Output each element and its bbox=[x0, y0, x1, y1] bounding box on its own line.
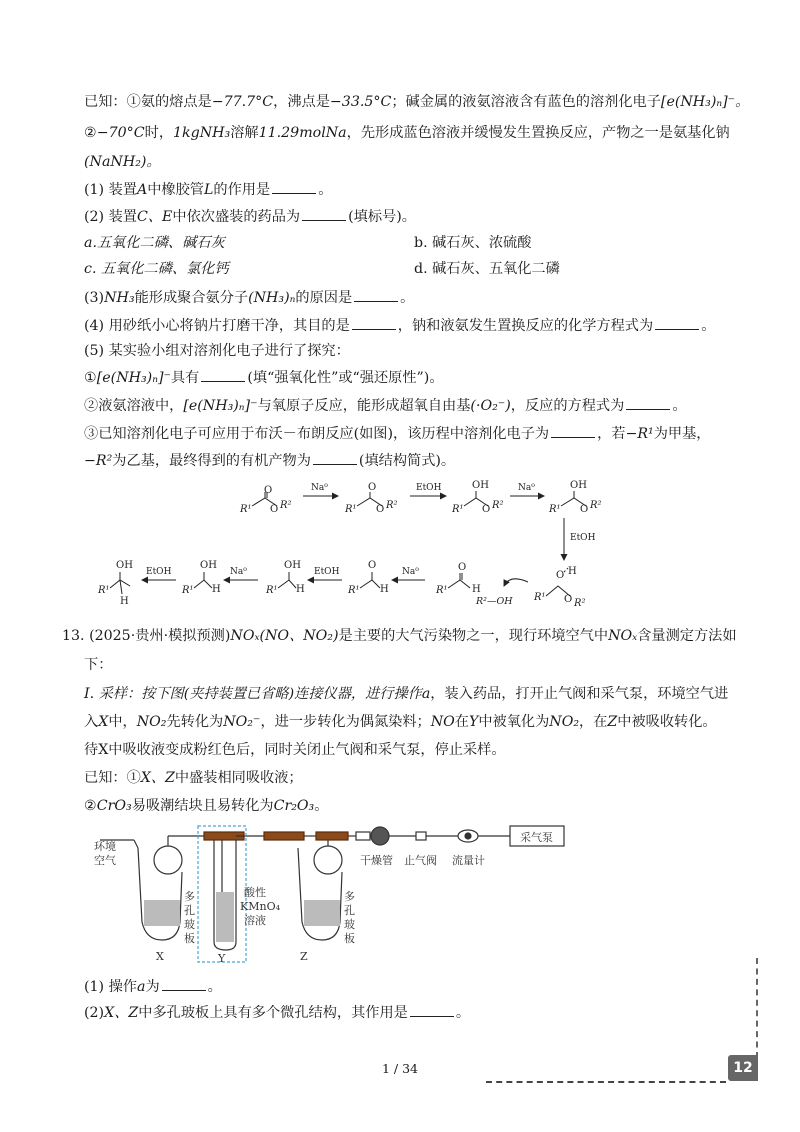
q13-heading-cont: 下： bbox=[84, 657, 113, 673]
mechanism-figure bbox=[80, 478, 620, 613]
label-valve: 止气阀 bbox=[404, 854, 437, 867]
q13-known1: 已知：①X、Z中盛装相同吸收液； bbox=[84, 770, 303, 786]
apparatus-figure bbox=[86, 822, 576, 970]
answer-blank bbox=[551, 424, 595, 438]
q12-sub5: (5) 某实验小组对溶剂化电子进行了探究： bbox=[84, 343, 350, 359]
svg-text:O: O bbox=[556, 570, 565, 581]
svg-text:R¹: R¹ bbox=[452, 504, 464, 515]
alkoxide bbox=[181, 560, 221, 596]
answer-blank bbox=[626, 396, 670, 410]
label-dry-tube: 干燥管 bbox=[360, 854, 393, 867]
q13-step1-cont2: 待X中吸收液变成粉红色后，同时关闭止气阀和采气泵，停止采样。 bbox=[84, 742, 506, 758]
answer-blank bbox=[162, 977, 206, 991]
options-cd: c. 五氧化二磷、氯化钙 d. 碱石灰、五氧化二磷 bbox=[84, 261, 560, 277]
reagent-label-2: KMnO₄ bbox=[240, 900, 280, 913]
q12-sub5-1: ①[e(NH₃)ₙ]⁻具有 (填“强氧化性”或“强还原性”)。 bbox=[84, 370, 444, 386]
porous-plate-x-3: 玻 bbox=[184, 918, 195, 931]
q13-known2: ②CrO₃易吸潮结块且易转化为Cr₂O₃。 bbox=[84, 798, 329, 814]
known-1: 已知：①氨的熔点是−77.7°C，沸点是−33.5°C；碱金属的液氨溶液含有蓝色的溶剂化电子[e(NH₃)ₙ]⁻。 bbox=[84, 94, 750, 110]
porous-plate-z-4: 板 bbox=[344, 932, 355, 945]
svg-text:R²: R² bbox=[492, 500, 504, 511]
porous-plate-z-1: 多 bbox=[344, 890, 355, 903]
answer-blank bbox=[410, 1003, 454, 1017]
answer-blank bbox=[655, 316, 699, 330]
svg-text:R²: R² bbox=[386, 500, 398, 511]
svg-text:O: O bbox=[264, 485, 273, 496]
ketyl-radical-anion bbox=[347, 560, 389, 596]
answer-blank bbox=[352, 316, 396, 330]
porous-plate-x-2: 孔 bbox=[184, 904, 195, 917]
svg-text:R¹: R¹ bbox=[348, 585, 360, 596]
ester-structure bbox=[239, 485, 292, 515]
known-2: ②−70°C时，1kgNH₃溶解11.29molNa，先形成蓝色溶液并缓慢发生置换反应，产物之一是氨基化钠 bbox=[84, 125, 730, 141]
arrow-label-na0: Na⁰ bbox=[518, 483, 535, 493]
svg-text:OH: OH bbox=[570, 480, 587, 491]
inlet-label-2: 空气 bbox=[94, 854, 116, 867]
radical-2 bbox=[451, 480, 504, 515]
svg-text:R¹: R¹ bbox=[98, 585, 110, 596]
alcohol-byproduct: R²—OH bbox=[476, 596, 513, 607]
q13-sub1: (1) 操作a为 。 bbox=[84, 979, 222, 995]
curved-arrow bbox=[504, 579, 528, 586]
svg-text:O: O bbox=[376, 504, 385, 515]
q13-step1-cont: 入X中，NO₂先转化为NO₂⁻，进一步转化为偶氮染料；NO在Y中被氧化为NO₂，在Z中被吸收转化。 bbox=[84, 714, 717, 730]
arrow-label-na0: Na⁰ bbox=[402, 567, 419, 577]
known-2-cont: (NaNH₂)。 bbox=[84, 154, 161, 170]
aldehyde bbox=[435, 562, 481, 596]
svg-text:O: O bbox=[564, 594, 573, 605]
q12-sub5-3: ③已知溶剂化电子可应用于布沃－布朗反应(如图)，该历程中溶剂化电子为 ，若−R¹为甲基， bbox=[84, 426, 711, 442]
label-pump: 采气泵 bbox=[520, 831, 553, 844]
label-y: Y bbox=[218, 952, 226, 965]
arrow-label-na0: Na⁰ bbox=[311, 483, 328, 493]
answer-blank bbox=[313, 451, 357, 465]
answer-blank bbox=[201, 368, 245, 382]
svg-text:R¹: R¹ bbox=[345, 504, 357, 515]
svg-text:R²: R² bbox=[590, 500, 602, 511]
label-z: Z bbox=[300, 950, 308, 963]
svg-text:H: H bbox=[568, 566, 577, 577]
reagent-label-3: 溶液 bbox=[244, 914, 266, 927]
svg-text:R¹: R¹ bbox=[266, 585, 278, 596]
q12-sub3: (3)NH₃能形成聚合氨分子(NH₃)ₙ的原因是 。 bbox=[84, 290, 415, 306]
svg-text:O: O bbox=[458, 562, 467, 573]
svg-text:R¹: R¹ bbox=[549, 504, 561, 515]
svg-text:H: H bbox=[472, 584, 481, 595]
svg-text:R¹: R¹ bbox=[182, 585, 194, 596]
svg-text:H: H bbox=[120, 596, 129, 607]
svg-text:O: O bbox=[368, 482, 377, 493]
alkoxy-radical bbox=[265, 560, 305, 596]
page-counter: 1 / 34 bbox=[381, 1061, 419, 1076]
q13-heading: 13. (2025·贵州·模拟预测)NOₓ(NO、NO₂)是主要的大气污染物之一，现行环境空气中NOₓ含量测定方法如 bbox=[62, 628, 737, 644]
q12-sub4: (4) 用砂纸小心将钠片打磨干净，其目的是 ，钠和液氨发生置换反应的化学方程式为 。 bbox=[84, 318, 716, 334]
svg-text:H: H bbox=[296, 584, 305, 595]
inlet-label-1: 环境 bbox=[94, 840, 116, 853]
svg-text:R¹: R¹ bbox=[436, 585, 448, 596]
answer-blank bbox=[272, 180, 316, 194]
svg-text:O: O bbox=[580, 504, 589, 515]
porous-plate-x-4: 板 bbox=[184, 932, 195, 945]
porous-plate-z-2: 孔 bbox=[344, 904, 355, 917]
svg-text:R¹: R¹ bbox=[534, 592, 546, 603]
arrow-label-etoh: EtOH bbox=[314, 567, 340, 577]
q12-sub2: (2) 装置C、E中依次盛装的药品为 (填标号)。 bbox=[84, 209, 416, 225]
svg-text:OH: OH bbox=[200, 560, 217, 571]
q12-sub1: (1) 装置A中橡胶管L的作用是 。 bbox=[84, 182, 333, 198]
svg-text:H: H bbox=[380, 584, 389, 595]
anion-3 bbox=[548, 480, 602, 515]
svg-text:R²: R² bbox=[280, 500, 292, 511]
svg-text:R¹: R¹ bbox=[240, 504, 252, 515]
label-flowmeter: 流量计 bbox=[452, 854, 485, 867]
q12-sub5-2: ②液氨溶液中，[e(NH₃)ₙ]⁻与氧原子反应，能形成超氧自由基(·O₂⁻)，反应的方程式为 。 bbox=[84, 398, 687, 414]
arrow-label-na0: Na⁰ bbox=[230, 567, 247, 577]
svg-text:R²: R² bbox=[574, 598, 586, 609]
arrow-label-etoh: EtOH bbox=[146, 567, 172, 577]
option-d: d. 碱石灰、五氧化二磷 bbox=[414, 261, 560, 277]
svg-text:H: H bbox=[212, 584, 221, 595]
q13-step1: I. 采样：按下图(夹持装置已省略)连接仪器，进行操作a，装入药品，打开止气阀和采气泵，环境空气进 bbox=[84, 686, 729, 702]
margin-dashed-line bbox=[756, 958, 758, 1058]
porous-plate-x-1: 多 bbox=[184, 890, 195, 903]
label-x: X bbox=[156, 950, 164, 963]
reagent-label-1: 酸性 bbox=[244, 886, 266, 899]
q13-sub2: (2)X、Z中多孔玻板上具有多个微孔结构，其作用是 。 bbox=[84, 1005, 471, 1021]
porous-plate-z-3: 玻 bbox=[344, 918, 355, 931]
svg-text:OH: OH bbox=[116, 560, 133, 571]
svg-text:OH: OH bbox=[284, 560, 301, 571]
options-ab: a.五氧化二磷、碱石灰 b. 碱石灰、浓硫酸 bbox=[84, 235, 532, 251]
arrow-label-etoh: EtOH bbox=[416, 483, 442, 493]
svg-text:O: O bbox=[482, 504, 491, 515]
option-b: b. 碱石灰、浓硫酸 bbox=[414, 235, 532, 251]
answer-blank bbox=[354, 288, 398, 302]
footer-dashed-line bbox=[486, 1081, 726, 1083]
q12-sub5-3-cont: −R²为乙基，最终得到的有机产物为 (填结构简式)。 bbox=[84, 453, 456, 469]
svg-text:O: O bbox=[368, 560, 377, 571]
page-number-badge: 12 bbox=[728, 1055, 758, 1081]
arrow-label-etoh: EtOH bbox=[570, 533, 596, 543]
answer-blank bbox=[302, 207, 346, 221]
svg-text:O: O bbox=[270, 504, 279, 515]
svg-text:OH: OH bbox=[472, 480, 489, 491]
